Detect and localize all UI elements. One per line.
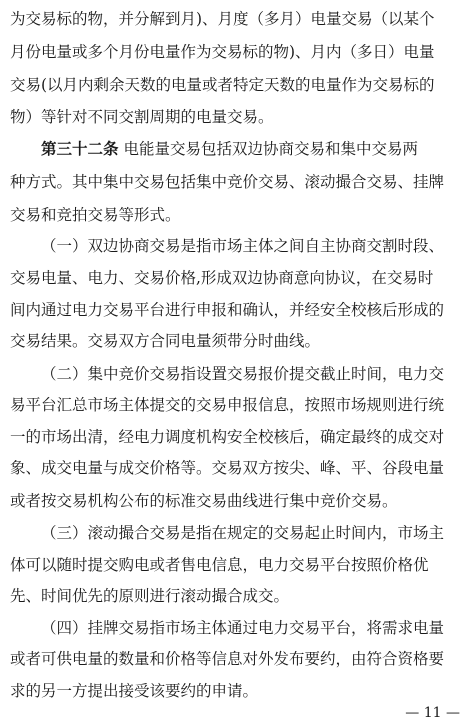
article-heading: 第三十二条 [41,140,119,158]
text-line: 易平台汇总市场主体提交的交易申报信息，按照市场规则进行统 [10,396,445,414]
text-line: 或者按交易机构公布的标准交易曲线进行集中竞价交易。 [10,492,398,510]
text-line: 求的另一方提出接受该要约的申请。 [10,682,259,700]
text-line: （三）滚动撮合交易是指在规定的交易起止时间内，市场主 [41,524,445,542]
page-number: — 11 — [405,705,460,721]
text-line: 交易和竞拍交易等形式。 [10,206,181,224]
text-line: 或者可供电量的数量和价格等信息对外发布要约，由符合资格要 [10,650,445,668]
text-line: 先、时间优先的原则进行滚动撮合成交。 [10,587,290,605]
text-line: 交易结果。交易双方合同电量须带分时曲线。 [10,332,321,350]
text-line: 间内通过电力交易平台进行申报和确认，并经安全校核后形成的 [10,301,445,319]
article-paragraph-start [41,133,458,166]
text-line: 为交易标的物，并分解到月)、月度（多月）电量交易（以某个 [10,10,435,28]
text-line: 交易电量、电力、交易价格,形成双边协商意向协议，在交易时 [10,269,434,287]
text-line: 月份电量或多个月份电量作为交易标的物)、月内（多日）电量 [10,43,435,61]
text-line: 物）等针对不同交割周期的电量交易。 [10,108,274,126]
text-line: 种方式。其中集中交易包括集中竞价交易、滚动撮合交易、挂牌 [10,173,445,191]
text-line: 象、成交电量与成交价格等。交易双方按尖、峰、平、谷段电量 [10,459,445,477]
article-intro: 电能量交易包括双边协商交易和集中交易两 [123,140,418,158]
text-line: （四）挂牌交易指市场主体通过电力交易平台，将需求电量 [41,619,445,637]
text-line: 体可以随时提交购电或者售电信息，电力交易平台按照价格优 [10,556,429,574]
text-line: （一）双边协商交易是指市场主体之间自主协商交割时段、 [41,237,445,255]
text-line: （二）集中竞价交易指设置交易报价提交截止时间，电力交 [41,365,445,383]
text-line: 一的市场出清，经电力调度机构安全校核后，确定最终的成交对 [10,428,445,446]
text-line: 交易(以月内剩余天数的电量或者特定天数的电量作为交易标的 [10,76,435,94]
